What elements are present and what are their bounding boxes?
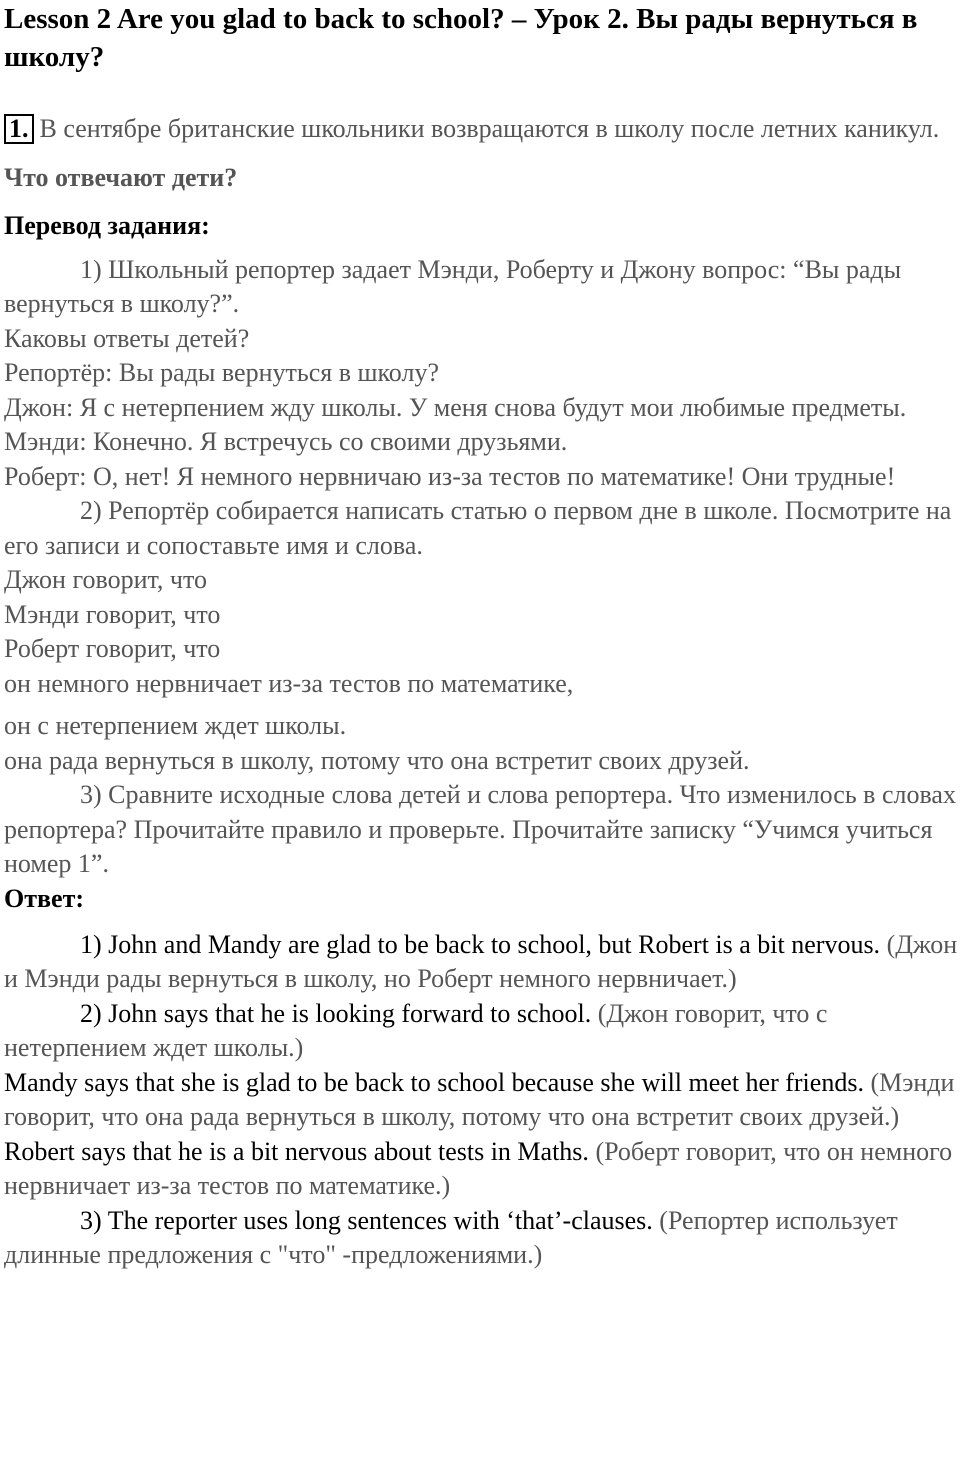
translation-paragraph-4: Джон: Я с нетерпением жду школы. У меня снова будут мои любимые предметы. <box>4 392 907 422</box>
answer-2-russian: (Джон говорит, что с нетерпением ждет школы.) <box>4 998 828 1062</box>
translation-paragraph-7: 2) Репортёр собирается написать статью о первом дне в школе. Посмотрите на его записи и сопоставьте имя и слова. <box>4 496 952 560</box>
question-heading: Что отвечают дети? <box>4 162 238 192</box>
answer-paragraph-3 <box>4 1066 958 1135</box>
translation-paragraph-14: 3) Сравните исходные слова детей и слова репортера. Что изменилось в словах репортера? Прочитайте правило и проверьте. Прочитайте записку “Учимся учиться номер 1”. <box>4 780 956 878</box>
answer-1-english: 1) John and Mandy are glad to be back to school, but Robert is a bit nervous. <box>80 929 881 959</box>
answer-3-russian: (Мэнди говорит, что она рада вернуться в школу, потому что она встретит своих друзей.) <box>4 1067 955 1131</box>
answer-5-english: 3) The reporter uses long sentences with ‘that’-clauses. <box>80 1205 653 1235</box>
answer-2-english: 2) John says that he is looking forward to school. <box>80 998 592 1028</box>
translation-paragraph-8: Джон говорит, что <box>4 565 207 594</box>
answer-5-russian: (Репортер использует длинные предложения с "что" -предложениями.) <box>4 1205 898 1269</box>
task-text: В сентябре британские школьники возвращаются в школу после летних каникул. <box>39 114 940 143</box>
answer-paragraph-1 <box>4 928 958 997</box>
translation-paragraph-1: 1) Школьный репортер задает Мэнди, Роберту и Джону вопрос: “Вы рады вернуться в школу?”. <box>4 254 902 318</box>
task-number-badge: 1. <box>4 114 34 144</box>
answer-paragraph-4 <box>4 1135 958 1204</box>
answer-4-russian: (Роберт говорит, что он немного нервничает из-за тестов по математике.) <box>4 1136 953 1200</box>
translation-paragraph-10: Роберт говорит, что <box>4 634 221 663</box>
answer-paragraph-2 <box>4 997 958 1066</box>
answer-heading: Ответ: <box>4 883 85 913</box>
translation-paragraph-2: Каковы ответы детей? <box>4 323 250 353</box>
translation-paragraph-5: Мэнди: Конечно. Я встречусь со своими друзьями. <box>4 427 568 456</box>
page-title: Lesson 2 Are you glad to back to school? – Урок 2. Вы рады вернуться в школу? <box>4 3 918 73</box>
translation-heading: Перевод задания: <box>4 210 210 240</box>
translation-paragraph-13: она рада вернуться в школу, потому что она встретит своих друзей. <box>4 745 750 775</box>
document-page <box>4 0 958 1273</box>
translation-paragraph-11: он немного нервничает из-за тестов по математике, <box>4 668 574 698</box>
translation-paragraph-6: Роберт: О, нет! Я немного нервничаю из-за тестов по математике! Они трудные! <box>4 461 896 491</box>
answer-4-english: Robert says that he is a bit nervous about tests in Maths. <box>4 1136 589 1166</box>
translation-paragraph-12: он с нетерпением ждет школы. <box>4 711 347 740</box>
answer-3-english: Mandy says that she is glad to be back to school because she will meet her friends. <box>4 1067 864 1097</box>
translation-body <box>4 253 958 882</box>
task-intro <box>4 112 958 147</box>
answer-body <box>4 928 958 1273</box>
answer-paragraph-5 <box>4 1204 958 1273</box>
translation-paragraph-9: Мэнди говорит, что <box>4 599 221 629</box>
answer-1-russian: (Джон и Мэнди рады вернуться в школу, но Роберт немного нервничает.) <box>4 929 958 993</box>
translation-paragraph-3: Репортёр: Вы рады вернуться в школу? <box>4 358 439 387</box>
